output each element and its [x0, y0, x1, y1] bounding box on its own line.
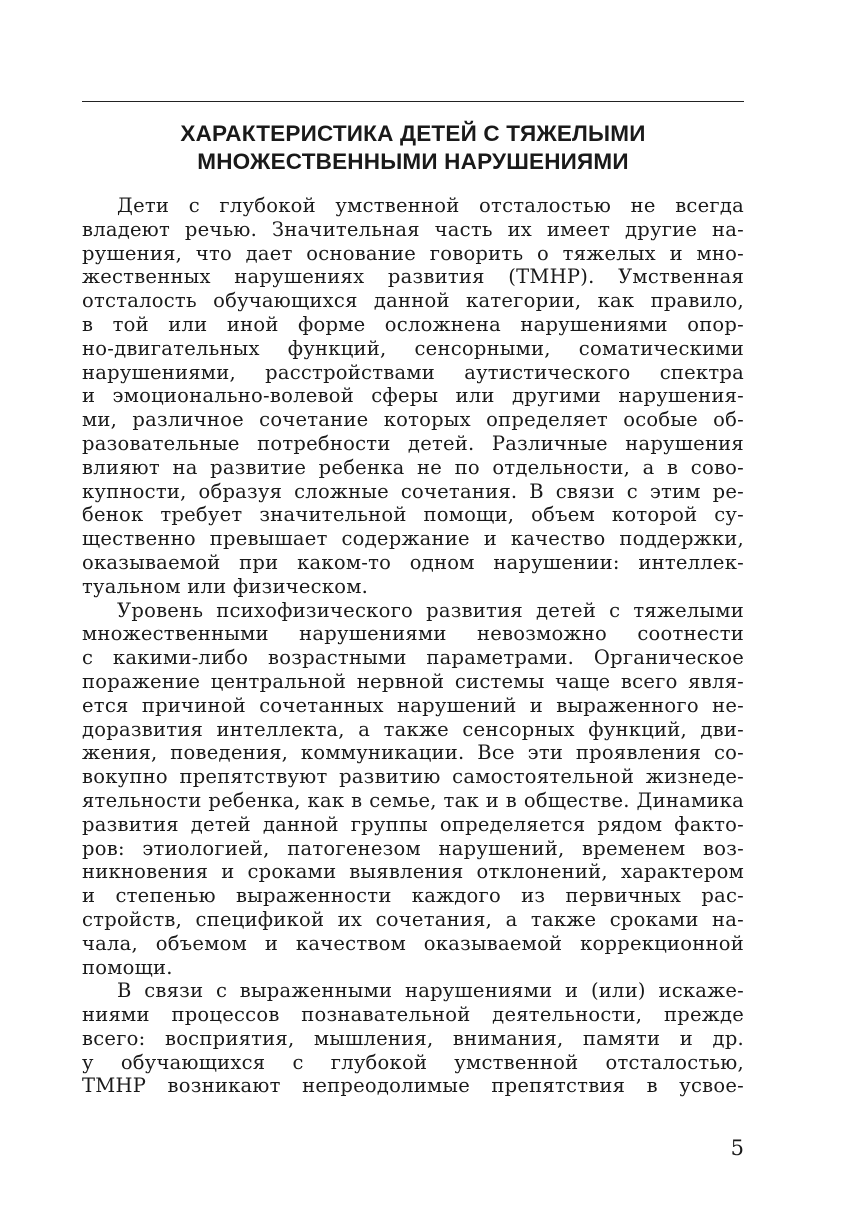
top-rule — [82, 101, 744, 102]
text-line: рушения, что дает основание говорить о тяжелых и мно- — [82, 241, 744, 265]
text-line: вокупно препятствуют развитию самостоятельной жизнеде- — [82, 765, 744, 789]
text-line: поражение центральной нервной системы чаще всего явля- — [82, 669, 744, 693]
text-line: нарушениями, расстройствами аутистического спектра — [82, 360, 744, 384]
text-line: влияют на развитие ребенка не по отдельности, а в сово- — [82, 455, 744, 479]
text-line: в той или иной форме осложнена нарушениями опор- — [82, 312, 744, 336]
text-line: доразвития интеллекта, а также сенсорных функций, дви- — [82, 717, 744, 741]
text-line: с какими-либо возрастными параметрами. Органическое — [82, 646, 744, 670]
section-heading — [82, 120, 744, 176]
text-line: ниями процессов познавательной деятельности, прежде — [82, 1003, 744, 1027]
text-line: купности, образуя сложные сочетания. В связи с этим ре- — [82, 479, 744, 503]
text-line: ТМНР возникают непреодолимые препятствия в усвое- — [82, 1074, 744, 1098]
text-line: жения, поведения, коммуникации. Все эти проявления со- — [82, 741, 744, 765]
text-line: ятельности ребенка, как в семье, так и в обществе. Динамика — [82, 788, 744, 812]
text-line: развития детей данной группы определяется рядом факто- — [82, 812, 744, 836]
text-line: разовательные потребности детей. Различные нарушения — [82, 431, 744, 455]
text-line: но-двигательных функций, сенсорными, соматическими — [82, 336, 744, 360]
text-line: туальном или физическом. — [82, 574, 369, 598]
text-line: Дети с глубокой умственной отсталостью не всегда — [117, 194, 744, 217]
text-line: помощи. — [82, 955, 173, 979]
text-line: и степенью выраженности каждого из первичных рас- — [82, 884, 744, 908]
text-line: и эмоционально-волевой сферы или другими нарушения- — [82, 384, 744, 408]
heading-line-1: ХАРАКТЕРИСТИКА ДЕТЕЙ С ТЯЖЕЛЫМИ — [180, 121, 646, 146]
text-line: ров: этиологией, патогенезом нарушений, временем воз- — [82, 836, 744, 860]
page-number: 5 — [730, 1136, 744, 1160]
text-line: множественными нарушениями невозможно соотнести — [82, 622, 744, 646]
text-line: щественно превышает содержание и качество поддержки, — [82, 527, 744, 551]
paragraph-3 — [82, 979, 744, 1098]
text-line: владеют речью. Значительная часть их имеет другие на- — [82, 217, 744, 241]
heading-line-2: МНОЖЕСТВЕННЫМИ НАРУШЕНИЯМИ — [197, 149, 629, 174]
text-line: отсталость обучающихся данной категории, как правило, — [82, 289, 744, 313]
text-line: стройств, спецификой их сочетания, а также сроками на- — [82, 907, 744, 931]
paragraph-2 — [82, 599, 744, 980]
text-line: бенок требует значительной помощи, объем которой су- — [82, 503, 744, 527]
text-line: В связи с выраженными нарушениями и (или) искаже- — [117, 979, 744, 1003]
text-line: у обучающихся с глубокой умственной отсталостью, — [82, 1050, 744, 1074]
text-line: жественных нарушениях развития (ТМНР). Умственная — [82, 265, 744, 289]
text-line: ется причиной сочетанных нарушений и выраженного не- — [82, 693, 744, 717]
body-text — [82, 194, 744, 1098]
text-line: никновения и сроками выявления отклонений, характером — [82, 860, 744, 884]
text-line: Уровень психофизического развития детей с тяжелыми — [117, 598, 744, 622]
text-line: ми, различное сочетание которых определяет особые об- — [82, 408, 744, 432]
text-line: чала, объемом и качеством оказываемой коррекционной — [82, 931, 744, 955]
text-line: всего: восприятия, мышления, внимания, памяти и др. — [82, 1026, 744, 1050]
paragraph-1 — [82, 194, 744, 599]
text-line: оказываемой при каком-то одном нарушении: интеллек- — [82, 550, 744, 574]
